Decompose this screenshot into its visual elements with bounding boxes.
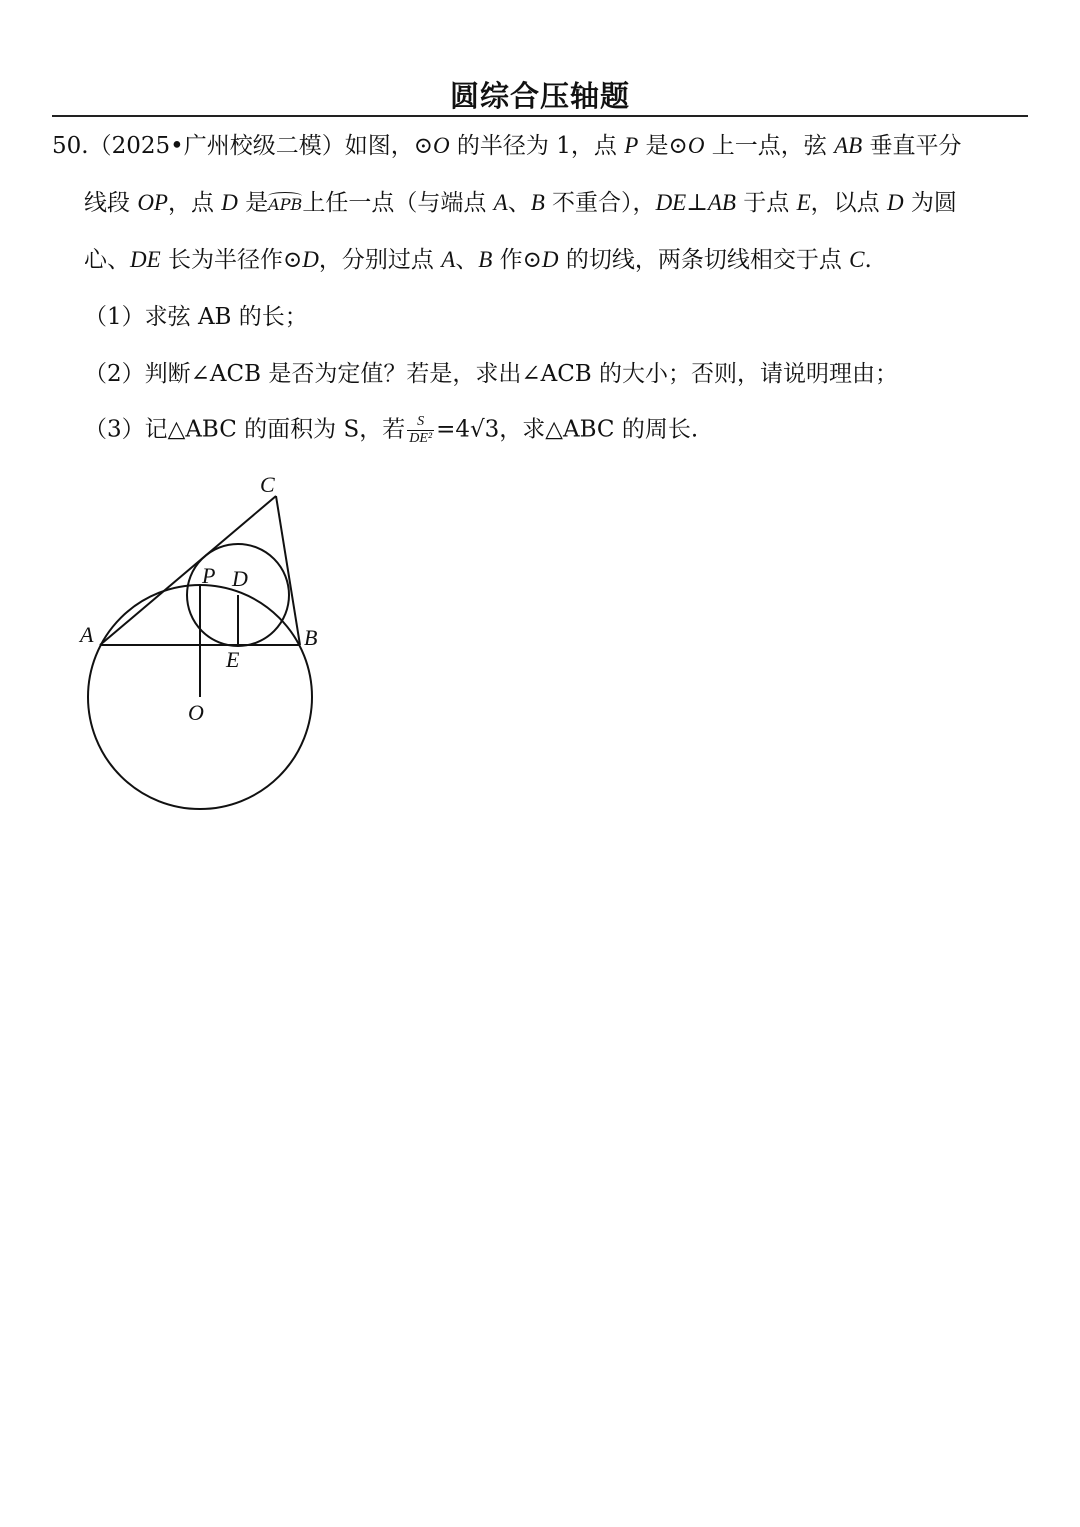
label-b: B [304, 625, 318, 650]
label-a: A [80, 622, 94, 647]
page-title: 圆综合压轴题 [449, 79, 630, 113]
tangent-ac [100, 496, 276, 645]
problem-line-2: 线段 OP，点 D 是APB上任一点（与端点 A、B 不重合），DE⊥AB 于点 E，以点 D 为圆 [84, 188, 957, 220]
label-d: D [232, 566, 248, 591]
label-c: C [260, 472, 275, 497]
label-o: O [188, 700, 204, 725]
problem-line-3: 心、DE 长为半径作⊙D，分别过点 A、B 作⊙D 的切线，两条切线相交于点 C. [84, 247, 872, 273]
part-3-suffix: =4√3，求△ABC 的周长. [436, 416, 699, 443]
arc-apb-label: APB [268, 190, 302, 220]
fraction-denominator: DE² [409, 431, 433, 446]
fraction-numerator: S [407, 414, 434, 431]
part-1: （1）求弦 AB 的长； [84, 304, 308, 330]
problem-source: （2025•广州校级二模） [88, 133, 345, 159]
problem-number: 50 [52, 133, 82, 159]
label-e: E [226, 647, 240, 672]
part-3-prefix: （3）记△ABC 的面积为 S，若 [84, 416, 406, 443]
tangent-bc [276, 496, 300, 645]
problem-line-1: 50.（2025•广州校级二模）如图，⊙O 的半径为 1，点 P 是⊙O 上一点，弦 AB 垂直平分 [52, 133, 962, 159]
part-2: （2）判断∠ACB 是否为定值？若是，求出∠ACB 的大小；否则，请说明理由； [84, 361, 899, 387]
label-p: P [202, 563, 216, 588]
